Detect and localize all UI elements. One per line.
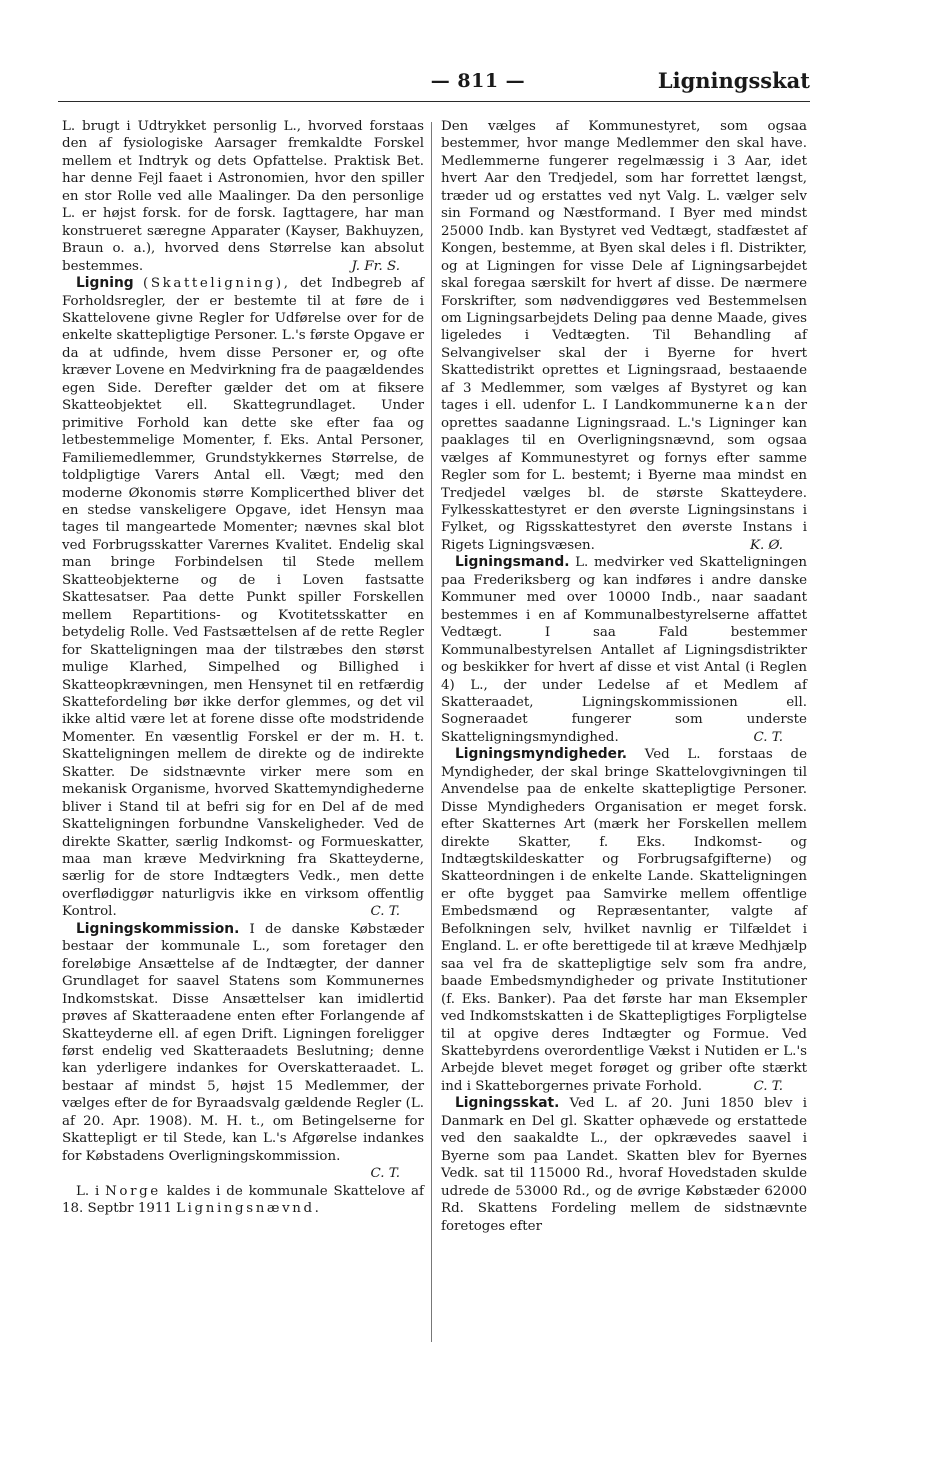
entry-ligningsmand	[441, 554, 807, 746]
signature: C. T.	[753, 1078, 783, 1094]
headword: Ligningsskat.	[455, 1095, 560, 1112]
entry-norway-note	[62, 1183, 424, 1218]
entry-text: Ved L. af 20. Juni 1850 blev i Danmark en Del gl. Skatter ophævede og erstattede ved den saakaldte L., der opkrævedes saavel i Byerne som paa Landet. Skatten blev for Byernes Vedk. sat til 115000 Rd., hvoraf Hovedstaden skulde udrede de 53000 Rd., og de øvrige Købstæder 62000 Rd. Skattens Fordeling mellem de sidstnævnte foretoges efter	[441, 1096, 807, 1234]
entry-ligningsmyndigheder	[441, 746, 807, 1095]
continued-paragraph	[441, 118, 807, 554]
continued-text: der oprettes saadanne Ligningsraad. L.'s Ligninger kan paaklages til en Overligningsnævnd, som ogsaa vælges af Kommunestyret og fornys efter samme Regler som for L. bestemt; i Byerne maa mindst en Tredjedel vælges bl. de største Skatteydere. Fylkesskattestyret er den øverste Ligningsinstans i Fylket, og Rigsskattestyret den øverste Instans i Rigets Ligningsvæsen.	[441, 398, 807, 553]
continued-text: Den vælges af Kommunestyret, som ogsaa bestemmer, hvor mange Medlemmer den skal have. Medlemmerne fungerer regelmæssig i 3 Aar, idet hvert Aar den Tredjedel, som har forrettet længst, træder ud og erstattes ved nyt Valg. L. vælger selv sin Formand og Næstformand. I Byer med mindst 25000 Indb. kan Bystyret ved Vedtægt, stadfæstet af Kongen, bestemme, at Byen skal deles i fl. Distrikter, og at Ligningen for visse Dele af Ligningsarbejdet skal foregaa særskilt for hvert af disse. De nærmere Forskrifter, som nødvendiggøres ved Bestemmelsen om Ligningsarbejdets Deling paa denne Maade, gives ligeledes i Vedtægten. Til Behandling af Selvangivelser skal der i Byerne for hvert Skattedistrikt oprettes et Ligningsraad, bestaaende af 3 Medlemmer, som vælges af Bystyret og kan tages i ell. udenfor L. I Landkommunerne	[441, 119, 807, 414]
right-column	[441, 118, 807, 1235]
entry-text: L. medvirker ved Skatteligningen paa Frederiksberg og kan indføres i andre danske Kommuner med over 10000 Indb., naar saadant bestemmes i en af Kommunalbestyrelserne affattet Vedtægt. I saa Fald bestemmer Kommunalbestyrelsen Antallet af Ligningsdistrikter og beskikker for hvert af disse et vist Antal (i Reglen 4) L., der under Ledelse af et Medlem af Skatteraadet, Ligningskommissionen ell. Sogneraadet fungerer som underste Skatteligningsmyndighed.	[441, 555, 807, 745]
signature: C. T.	[370, 904, 400, 920]
entry-ligning	[62, 275, 424, 921]
spaced-term: kan	[744, 398, 778, 414]
continued-text: L. brugt i Udtrykket personlig L., hvorved forstaas den af fysiologiske Aarsager fremkaldte Forskel mellem et Indtryk og dets Opfattelse. Praktisk Bet. har denne Fejl faaet i Astronomien, hvor den spiller en stor Rolle ved alle Maalinger. Da den personlige L. er højst forsk. for de forsk. Iagttagere, har man konstrueret særegne Apparater (Kayser, Bakhuyzen, Braun o. a.), hvorved dens Størrelse kan absolut bestemmes.	[62, 119, 424, 274]
running-head: Ligningsskat	[657, 68, 810, 93]
entry-text: L. i	[76, 1183, 106, 1199]
entry-text: I de danske Købstæder bestaar der kommunale L., som foretager den foreløbige Ansættelse af de Indtægter, der danner Grundlaget for saavel Statens som Kommunernes Indkomstskat. Disse Ansættelser kan imidlertid prøves af Skatteraadene enten efter Forlangende af Skatteyderne ell. af egen Drift. Ligningen foreligger først endelig ved Skatteraadets Beslutning; denne kan yderligere indankes for Overskatteraadet. L. bestaar af mindst 5, højst 15 Medlemmer, der vælges efter de for Byraadsvalg gældende Regler (L. af 20. Apr. 1908). M. H. t., om Betingelserne for Skattepligt er til Stede, kan L.'s Afgørelse indankes for Købstadens Overligningskommission.	[62, 921, 424, 1164]
header-rule	[58, 101, 810, 102]
headword: Ligningsmyndigheder.	[455, 746, 628, 763]
signature: J. Fr. S.	[351, 258, 400, 274]
continued-paragraph	[62, 118, 424, 275]
entry-ligningsskat	[441, 1095, 807, 1235]
signature: K. Ø.	[750, 537, 783, 553]
spaced-term: Norge	[105, 1183, 161, 1199]
spaced-term: Ligningsnævnd.	[176, 1201, 322, 1217]
page-number: — 811 —	[430, 70, 526, 92]
signature: C. T.	[753, 729, 783, 745]
entry-text: Ved L. forstaas de Myndigheder, der skal bringe Skattelovgivningen til Anvendelse paa de enkelte skattepligtige Personer. Disse Myndigheders Organisation er meget forsk. efter Skatternes Art (mærk her Forskellen mellem direkte Skatter, f. Eks. Indkomst- og Indtægtskildeskatter og Forbrugsafgifterne) og Skatteordningen i de enkelte Lande. Skatteligningen er ofte bygget paa Samvirke mellem offentlige Embedsmænd og Repræsentanter, valgte af Befolkningen selv, hvilket navnlig er Tilfældet i England. L. er ofte berettigede til at kræve Medhjælp saa vel fra de skattepligtige selv som fra andre, baade Embedsmyndigheder og private Institutioner (f. Eks. Banker). Paa det første har man Eksempler ved Indkomstskatten i de Skattepligtiges Forpligtelse til at opgive deres Indtægter og Formue. Ved Skattebyrdens overordentlige Vækst i Nutiden er L.'s Arbejde blevet meget forøget og griber ofte stærkt ind i Skatteborgernes private Forhold.	[441, 747, 807, 1094]
page-header	[58, 68, 810, 104]
signature: C. T.	[370, 1166, 400, 1182]
column-divider	[431, 122, 432, 1342]
spaced-term: (Skatteligning),	[143, 276, 291, 292]
entry-ligningskommission	[62, 921, 424, 1165]
headword: Ligning	[76, 275, 134, 292]
headword: Ligningskommission.	[76, 920, 240, 937]
headword: Ligningsmand.	[455, 554, 570, 571]
entry-text: det Indbegreb af Forholdsregler, der er bestemte til at føre de i Skattelovene givne Regler for Udførelse over for de enkelte skattepligtige Personer. L.'s første Opgave er da at udfinde, hvem disse Personer er, og ofte kræver Lovene en Medvirkning fra de paagældendes egen Side. Derefter gælder det om at fiksere Skatteobjektet ell. Skattegrundlaget. Under primitive Forhold kan dette ske efter faa og letbestemmelige Momenter, f. Eks. Antal Personer, Familiemedlemmer, Grundstykkernes Størrelse, de toldpligtige Varers Antal ell. Vægt; med den moderne Økonomis større Komplicerthed bliver det en stedse vanskeligere Opgave, idet Hensyn maa tages til mangeartede Momenter; nævnes skal blot ved Forbrugsskatter Varernes Kvalitet. Endelig skal man bringe Forbindelsen til Stede mellem Skatteobjekterne og de i Loven fastsatte Skattesatser. Paa dette Punkt spiller Forskellen mellem Repartitions- og Kvotitetsskatter en betydelig Rolle. Ved Fastsættelsen af de rette Regler for Skatteligningen maa der tilstræbes den størst mulige Klarhed, Simpelhed og Billighed i Skatteopkrævningen, men Hensynet til en retfærdig Skattefordeling bør ikke derfor glemmes, og det vil ikke altid være let at forene disse ofte modstridende Momenter. En væsentlig Forskel er der m. H. t. Skatteligningen mellem de direkte og de indirekte Skatter. De sidstnævnte virker mere som en mekanisk Organisme, hvorved Skattemyndighederne bliver i Stand til at befri sig for en Del af de med Skatteligningen forbundne Vanskeligheder. Ved de direkte Skatter, særlig Indkomst- og Formueskatter, maa man kræve Medvirkning fra Skatteyderne, særlig for de store Indtægters Vedk., men dette overflødiggør naturligvis ikke en virksom offentlig Kontrol.	[62, 276, 424, 920]
left-column	[62, 118, 424, 1218]
entry-text: kaldes i de kommunale Skattelove af 18. Septbr 1911	[62, 1183, 424, 1217]
